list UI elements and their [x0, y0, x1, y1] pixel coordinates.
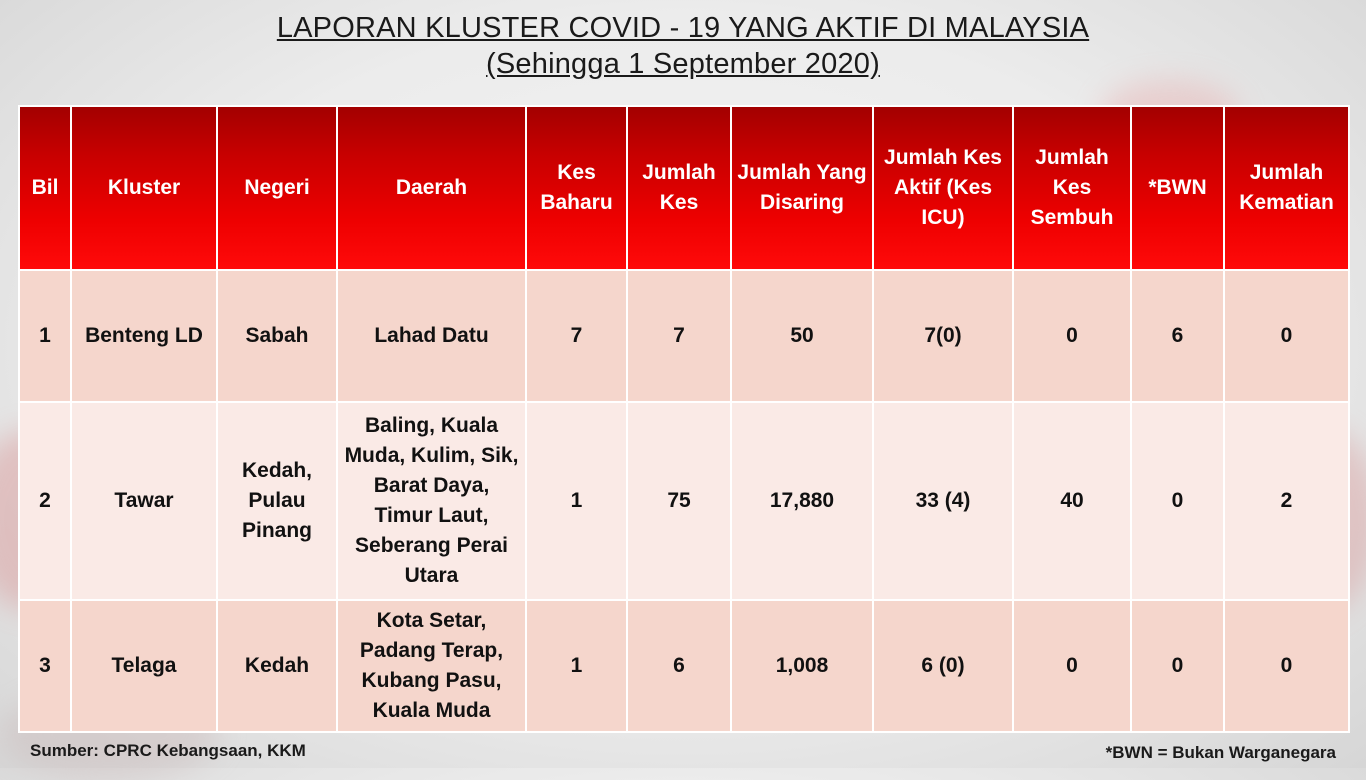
cell-jumlah-kes: 6 — [627, 600, 731, 732]
cell-bil: 2 — [19, 402, 71, 600]
cell-kes-sembuh: 40 — [1013, 402, 1131, 600]
cell-kematian: 0 — [1224, 270, 1349, 402]
cell-jumlah-disaring: 17,880 — [731, 402, 873, 600]
cell-daerah: Lahad Datu — [337, 270, 526, 402]
source-note: Sumber: CPRC Kebangsaan, KKM — [30, 741, 306, 760]
cell-kes-aktif: 6 (0) — [873, 600, 1013, 732]
cell-negeri: Kedah — [217, 600, 337, 732]
header-daerah: Daerah — [337, 106, 526, 270]
header-kes-baharu: Kes Baharu — [526, 106, 627, 270]
table-row — [19, 600, 1349, 732]
cell-kluster: Telaga — [71, 600, 217, 732]
header-kluster: Kluster — [71, 106, 217, 270]
cluster-table — [18, 105, 1350, 733]
cell-bil: 3 — [19, 600, 71, 732]
cell-jumlah-disaring: 1,008 — [731, 600, 873, 732]
cell-kluster: Benteng LD — [71, 270, 217, 402]
cell-negeri: Kedah, Pulau Pinang — [217, 402, 337, 600]
cell-daerah: Kota Setar, Padang Terap, Kubang Pasu, Kuala Muda — [337, 600, 526, 732]
cell-jumlah-kes: 7 — [627, 270, 731, 402]
cell-daerah: Baling, Kuala Muda, Kulim, Sik, Barat Daya, Timur Laut, Seberang Perai Utara — [337, 402, 526, 600]
cell-bil: 1 — [19, 270, 71, 402]
header-kes-aktif: Jumlah Kes Aktif (Kes ICU) — [873, 106, 1013, 270]
header-jumlah-kes: Jumlah Kes — [627, 106, 731, 270]
cell-kes-baharu: 1 — [526, 600, 627, 732]
cell-kes-baharu: 7 — [526, 270, 627, 402]
cell-bwn: 0 — [1131, 600, 1224, 732]
header-negeri: Negeri — [217, 106, 337, 270]
cell-kes-aktif: 33 (4) — [873, 402, 1013, 600]
cell-kes-baharu: 1 — [526, 402, 627, 600]
cell-kluster: Tawar — [71, 402, 217, 600]
cell-bwn: 6 — [1131, 270, 1224, 402]
cell-jumlah-kes: 75 — [627, 402, 731, 600]
cell-kes-sembuh: 0 — [1013, 600, 1131, 732]
bwn-legend-note: *BWN = Bukan Warganegara — [1105, 743, 1336, 762]
cell-kematian: 2 — [1224, 402, 1349, 600]
report-title — [0, 10, 1366, 82]
header-bil: Bil — [19, 106, 71, 270]
header-kematian: Jumlah Kematian — [1224, 106, 1349, 270]
cell-kes-sembuh: 0 — [1013, 270, 1131, 402]
header-jumlah-disaring: Jumlah Yang Disaring — [731, 106, 873, 270]
cell-kes-aktif: 7(0) — [873, 270, 1013, 402]
header-kes-sembuh: Jumlah Kes Sembuh — [1013, 106, 1131, 270]
title-line-2: (Sehingga 1 September 2020) — [486, 48, 880, 80]
cell-negeri: Sabah — [217, 270, 337, 402]
cell-jumlah-disaring: 50 — [731, 270, 873, 402]
header-bwn: *BWN — [1131, 106, 1224, 270]
table-row — [19, 402, 1349, 600]
table-row — [19, 270, 1349, 402]
cell-bwn: 0 — [1131, 402, 1224, 600]
cell-kematian: 0 — [1224, 600, 1349, 732]
header-row — [19, 106, 1349, 270]
title-line-1: LAPORAN KLUSTER COVID - 19 YANG AKTIF DI MALAYSIA — [276, 12, 1090, 44]
